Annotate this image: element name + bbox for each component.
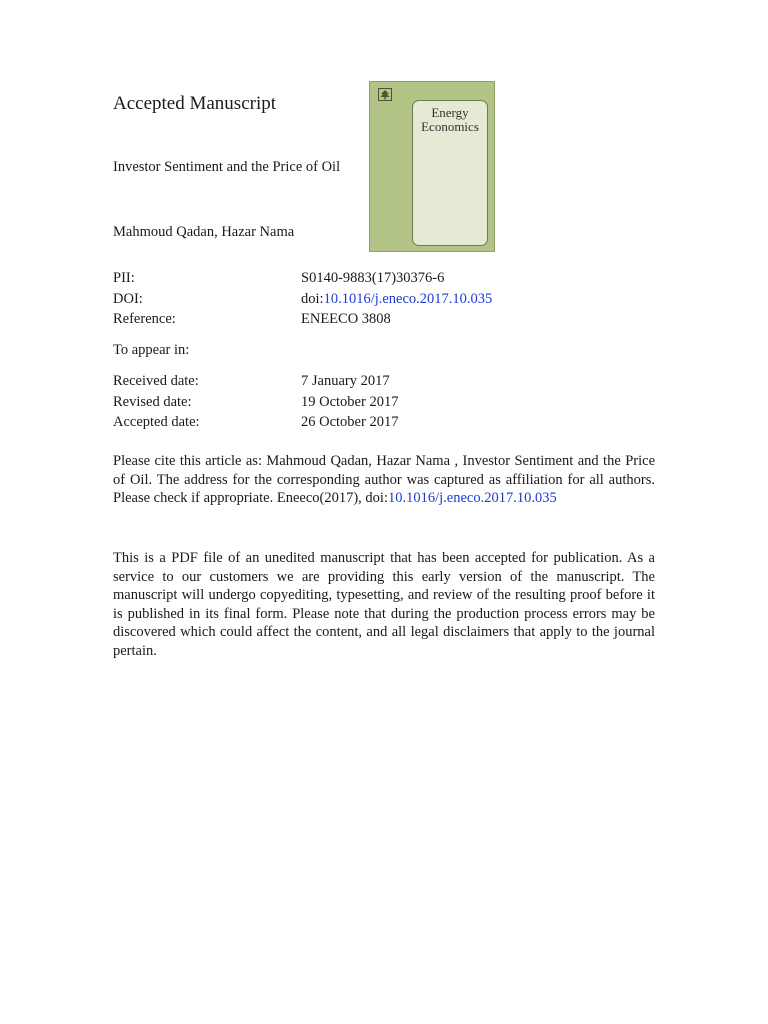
doi-link[interactable]: 10.1016/j.eneco.2017.10.035 [323,290,493,307]
pii-label: PII: [113,270,135,286]
pii-value: S0140-9883(17)30376-6 [301,270,445,286]
revised-label: Revised date: [113,393,192,410]
accepted-value: 26 October 2017 [301,414,399,430]
cover-journal-panel [412,100,488,246]
revised-value: 19 October 2017 [301,393,399,410]
citation-paragraph [113,452,655,508]
accepted-row [113,412,398,433]
reference-label: Reference: [113,311,176,327]
reference-value: ENEECO 3808 [301,311,391,327]
page-title: Accepted Manuscript [113,93,277,114]
dates-block [113,371,398,433]
received-row [113,371,398,392]
received-label: Received date: [113,373,199,389]
identifiers-block [113,268,492,330]
reference-row [113,309,492,330]
pii-row [113,268,492,289]
journal-cover [369,81,495,252]
doi-label: DOI: [113,290,143,307]
accepted-label: Accepted date: [113,414,200,430]
citation-doi-link[interactable]: 10.1016/j.eneco.2017.10.035 [387,490,557,506]
citation-text: Please cite this article as: Mahmoud Qadan, Hazar Nama , Investor Sentiment and the Price of Oil. The address for the corresponding author was captured as affiliation for all authors. Please check if appropriate. Eneeco(2017), doi: [113,453,655,506]
article-title: Investor Sentiment and the Price of Oil [113,159,341,175]
doi-row [113,289,492,310]
authors: Mahmoud Qadan, Hazar Nama [113,224,295,240]
disclaimer-paragraph: This is a PDF file of an unedited manuscript that has been accepted for publication. As a service to our customers we are providing this early version of the manuscript. The manuscript will undergo copyediting, typesetting, and review of the resulting proof before it is published in its final form. Please note that during the production process errors may be discovered which could affect the content, and all legal disclaimers that apply to the journal pertain. [113,550,655,659]
to-appear-label: To appear in: [113,342,190,358]
appear-block [113,340,301,361]
cover-journal-name-line2: Economics [421,119,479,134]
publisher-tree-logo-icon [378,88,392,101]
cover-journal-name-line1: Energy [431,105,469,120]
revised-row [113,392,398,413]
received-value: 7 January 2017 [301,373,390,389]
doi-prefix: doi: [301,290,324,307]
